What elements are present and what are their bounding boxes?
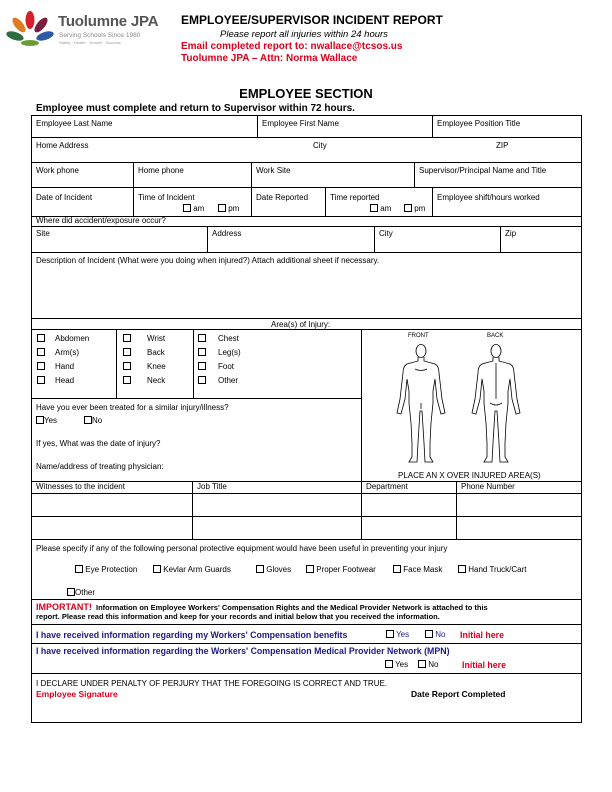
phone-number-header: Phone Number — [461, 482, 515, 491]
ppe-question: Please specify if any of the following personal protective equipment would have been useful in preventing your injury — [36, 544, 448, 553]
shift-hours-field[interactable]: Employee shift/hours worked — [437, 193, 540, 202]
checkbox-icon[interactable] — [393, 565, 401, 573]
checkbox-icon[interactable] — [256, 565, 264, 573]
benefits-yes-option[interactable]: Yes — [386, 630, 409, 640]
injury-option[interactable]: Other — [198, 376, 241, 390]
am-label: am — [193, 204, 205, 213]
position-title-field[interactable]: Employee Position Title — [437, 119, 521, 128]
checkbox-icon[interactable] — [123, 362, 131, 370]
ppe-face-mask[interactable]: Face Mask — [393, 565, 442, 575]
form-subtitle: Please report all injuries within 24 hours — [220, 29, 388, 40]
pm-label: pm — [228, 204, 240, 213]
incident-pm-option[interactable] — [218, 204, 239, 214]
treated-before-question: Have you ever been treated for a similar injury/illness? — [36, 403, 229, 412]
checkbox-icon[interactable] — [218, 204, 226, 212]
site-field[interactable]: Site — [36, 229, 50, 238]
injury-option[interactable]: Hand — [37, 362, 89, 376]
checkbox-icon[interactable] — [198, 334, 206, 342]
injury-option[interactable]: Knee — [123, 362, 166, 376]
checkbox-icon[interactable] — [458, 565, 466, 573]
body-diagram-back-icon[interactable] — [468, 343, 524, 465]
incident-am-option[interactable] — [183, 204, 204, 214]
home-address-field[interactable]: Home Address — [36, 141, 89, 150]
am-label: am — [380, 204, 392, 213]
ppe-other[interactable]: Other — [67, 588, 95, 598]
injury-option[interactable]: Head — [37, 376, 89, 390]
mpn-yes-option[interactable]: Yes — [385, 660, 408, 670]
checkbox-icon[interactable] — [404, 204, 412, 212]
place-x-instruction: PLACE AN X OVER INJURED AREA(S) — [398, 471, 541, 480]
form-title: EMPLOYEE/SUPERVISOR INCIDENT REPORT — [181, 13, 443, 27]
job-title-header: Job Title — [197, 482, 227, 491]
checkbox-icon[interactable] — [183, 204, 191, 212]
important-text-1: Information on Employee Workers' Compensation Rights and the Medical Provider Network is attached to this — [96, 603, 488, 612]
checkbox-icon[interactable] — [418, 660, 426, 668]
front-label: FRONT — [408, 333, 429, 339]
checkbox-icon[interactable] — [198, 376, 206, 384]
treated-yes-option[interactable]: Yes — [36, 416, 57, 426]
logo-motto: Safety · Health · Growth · Success — [59, 40, 121, 45]
injury-option[interactable]: Wrist — [123, 334, 166, 348]
checkbox-icon[interactable] — [385, 660, 393, 668]
areas-of-injury-label: Area(s) of Injury: — [271, 320, 331, 329]
checkbox-icon[interactable] — [37, 362, 45, 370]
injury-option[interactable]: Foot — [198, 362, 241, 376]
logo-tagline: Serving Schools Since 1980 — [59, 32, 141, 39]
perjury-declaration: I DECLARE UNDER PENALTY OF PERJURY THAT THE FOREGOING IS CORRECT AND TRUE. — [36, 679, 388, 688]
checkbox-icon[interactable] — [370, 204, 378, 212]
home-phone-field[interactable]: Home phone — [138, 166, 184, 175]
checkbox-icon[interactable] — [123, 334, 131, 342]
pm-label: pm — [414, 204, 426, 213]
incident-zip-field[interactable]: Zip — [505, 229, 517, 238]
checkbox-icon[interactable] — [123, 376, 131, 384]
ppe-hand-truck[interactable]: Hand Truck/Cart — [458, 565, 526, 575]
department-header: Department — [366, 482, 408, 491]
injury-option[interactable]: Leg(s) — [198, 348, 241, 362]
checkbox-icon[interactable] — [37, 334, 45, 342]
checkbox-icon[interactable] — [37, 376, 45, 384]
injury-option[interactable]: Abdomen — [37, 334, 89, 348]
city-field[interactable]: City — [313, 141, 327, 150]
reported-am-option[interactable] — [370, 204, 391, 214]
work-site-field[interactable]: Work Site — [256, 166, 291, 175]
section-instruction: Employee must complete and return to Supervisor within 72 hours. — [36, 103, 355, 114]
checkbox-icon[interactable] — [36, 416, 44, 424]
injury-option[interactable]: Chest — [198, 334, 241, 348]
incident-city-field[interactable]: City — [379, 229, 393, 238]
injury-option[interactable]: Neck — [123, 376, 166, 390]
checkbox-icon[interactable] — [198, 362, 206, 370]
checkbox-icon[interactable] — [153, 565, 161, 573]
time-of-incident-field[interactable]: Time of Incident — [138, 193, 195, 202]
checkbox-icon[interactable] — [84, 416, 92, 424]
body-diagram-front-icon[interactable] — [393, 343, 449, 465]
ppe-gloves[interactable]: Gloves — [256, 565, 291, 575]
mpn-initial-field[interactable]: Initial here — [462, 660, 506, 670]
where-occurred-label: Where did accident/exposure occur? — [36, 216, 166, 225]
employee-signature-field[interactable]: Employee Signature — [36, 689, 118, 699]
checkbox-icon[interactable] — [306, 565, 314, 573]
benefits-no-option[interactable]: No — [425, 630, 445, 640]
email-instruction: Email completed report to: nwallace@tcsos.us — [181, 41, 403, 52]
section-title: EMPLOYEE SECTION — [239, 86, 373, 101]
address-field[interactable]: Address — [212, 229, 242, 238]
date-report-completed-field[interactable]: Date Report Completed — [411, 689, 506, 699]
injury-option[interactable]: Arm(s) — [37, 348, 89, 362]
zip-field[interactable]: ZIP — [496, 141, 509, 150]
logo-name: Tuolumne JPA — [58, 13, 159, 30]
checkbox-icon[interactable] — [67, 588, 75, 596]
ppe-proper-footwear[interactable]: Proper Footwear — [306, 565, 376, 575]
injury-column-2 — [123, 334, 166, 390]
date-of-prior-injury-field[interactable]: If yes, What was the date of injury? — [36, 439, 161, 448]
mpn-acknowledgement: I have received information regarding the Workers' Compensation Medical Provider Network (MPN) — [36, 646, 450, 656]
checkbox-icon[interactable] — [386, 630, 394, 638]
witnesses-header: Witnesses to the incident — [36, 482, 125, 491]
first-name-field[interactable]: Employee First Name — [262, 119, 339, 128]
supervisor-field[interactable]: Supervisor/Principal Name and Title — [419, 166, 547, 175]
checkbox-icon[interactable] — [123, 348, 131, 356]
mpn-no-option[interactable]: No — [418, 660, 438, 670]
important-label: IMPORTANT! — [36, 602, 92, 612]
checkbox-icon[interactable] — [37, 348, 45, 356]
benefits-acknowledgement: I have received information regarding my Workers' Compensation benefits — [36, 630, 348, 640]
ppe-kevlar-arm-guards[interactable]: Kevlar Arm Guards — [153, 565, 231, 575]
checkbox-icon[interactable] — [75, 565, 83, 573]
treating-physician-field[interactable]: Name/address of treating physician: — [36, 462, 164, 471]
attention-line: Tuolumne JPA – Attn: Norma Wallace — [181, 53, 358, 64]
ppe-eye-protection[interactable]: Eye Protection — [75, 565, 137, 575]
date-reported-field[interactable]: Date Reported — [256, 193, 309, 202]
back-label: BACK — [487, 333, 504, 339]
work-phone-field[interactable]: Work phone — [36, 166, 79, 175]
reported-pm-option[interactable] — [404, 204, 425, 214]
last-name-field[interactable]: Employee Last Name — [36, 119, 113, 128]
injury-option[interactable]: Back — [123, 348, 166, 362]
time-reported-field[interactable]: Time reported — [330, 193, 380, 202]
injury-column-3 — [198, 334, 241, 390]
date-of-incident-field[interactable]: Date of Incident — [36, 193, 93, 202]
checkbox-icon[interactable] — [198, 348, 206, 356]
benefits-initial-field[interactable]: Initial here — [460, 630, 504, 640]
injury-column-1 — [37, 334, 89, 390]
important-text-2: report. Please read this information and keep for your records and initial below that you received the information. — [36, 612, 440, 621]
description-field[interactable]: Description of Incident (What were you doing when injured?) Attach additional sheet if necessary. — [36, 256, 380, 265]
treated-no-option[interactable]: No — [84, 416, 102, 426]
checkbox-icon[interactable] — [425, 630, 433, 638]
